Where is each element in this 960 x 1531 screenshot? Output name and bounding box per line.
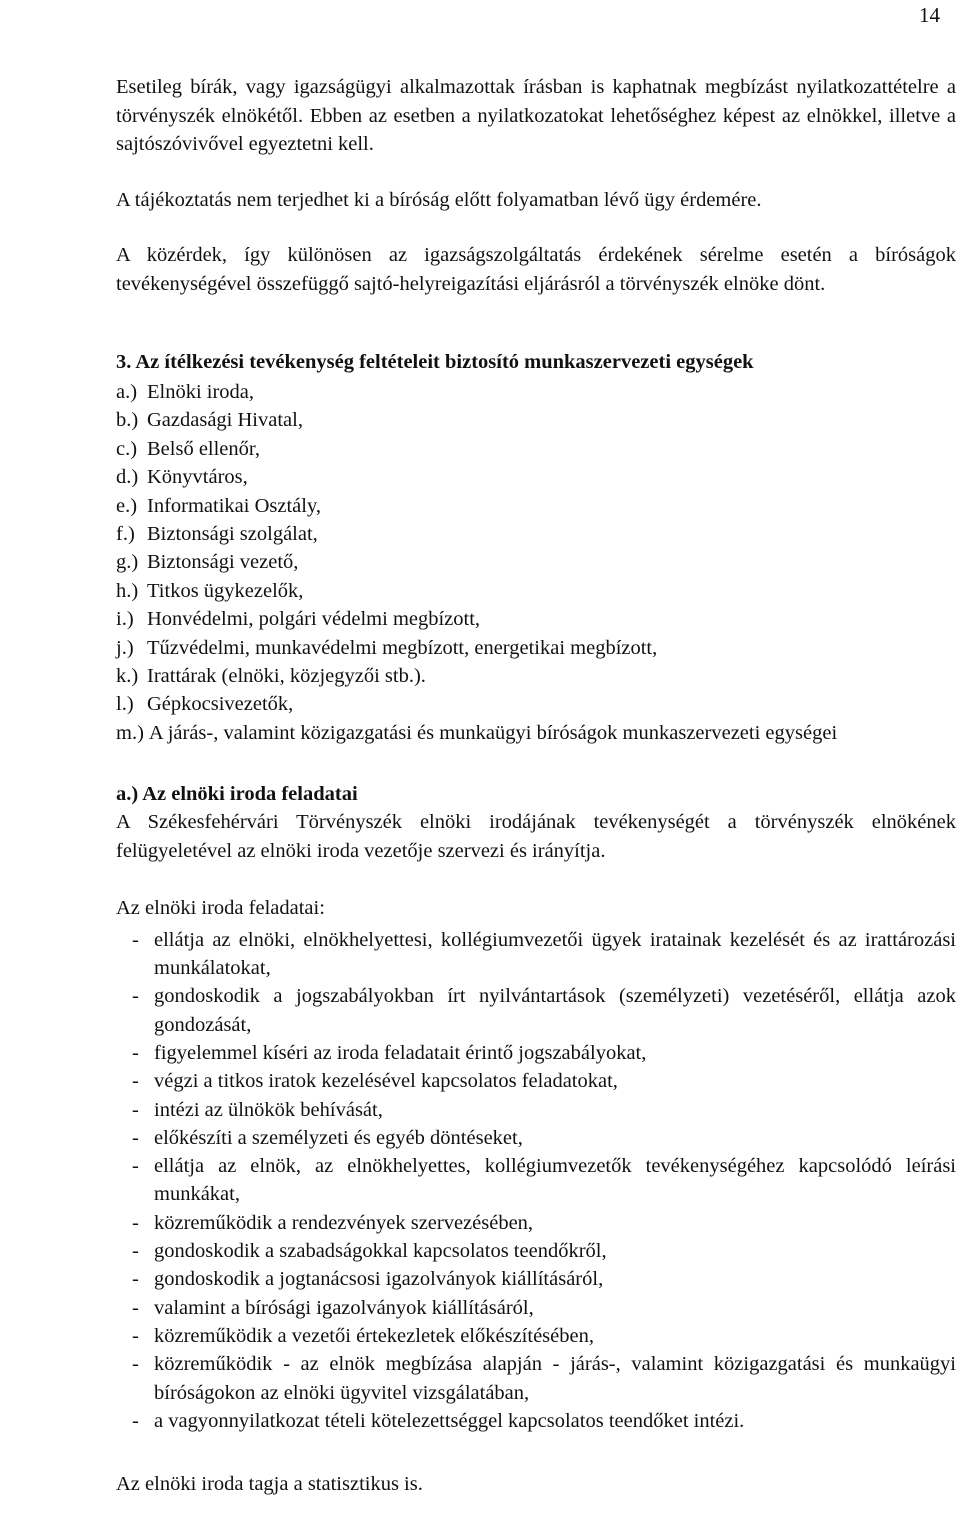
list-item: f.) Biztonsági szolgálat, bbox=[116, 523, 318, 546]
section-3-list bbox=[116, 378, 956, 747]
list-item: e.) Informatikai Osztály, bbox=[116, 494, 321, 517]
list-item: - a vagyonnyilatkozat tételi kötelezettséggel kapcsolatos teendőket intézi. bbox=[132, 1409, 745, 1432]
list-item: - intézi az ülnökök behívását, bbox=[132, 1098, 383, 1121]
list-item: l.) Gépkocsivezetők, bbox=[116, 693, 294, 716]
list-item: a.) Elnöki iroda, bbox=[116, 381, 255, 403]
section-3-heading: 3. Az ítélkezési tevékenység feltételeit biztosító munkaszervezeti egységek bbox=[116, 351, 754, 373]
list-item: i.) Honvédelmi, polgári védelmi megbízott, bbox=[116, 608, 481, 631]
list-item: b.) Gazdasági Hivatal, bbox=[116, 409, 303, 432]
document-body bbox=[116, 73, 956, 1499]
closing-sentence: Az elnöki iroda tagja a statisztikus is. bbox=[116, 1473, 423, 1496]
page-number: 14 bbox=[919, 3, 940, 27]
list-item: k.) Irattárak (elnöki, közjegyzői stb.). bbox=[116, 665, 426, 688]
list-item: g.) Biztonsági vezető, bbox=[116, 551, 299, 574]
list-item: - ellátja az elnök, az elnökhelyettes, kollégiumvezetők tevékenységéhez kapcsolódó leírási munkákat, bbox=[132, 1155, 956, 1206]
section-a-heading: a.) Az elnöki iroda feladatai bbox=[116, 783, 358, 806]
list-item: - figyelemmel kíséri az iroda feladatait érintő jogszabályokat, bbox=[132, 1041, 647, 1064]
list-item: - közreműködik a vezetői értekezletek előkészítésében, bbox=[132, 1324, 594, 1347]
list-item: - valamint a bírósági igazolványok kiállításáról, bbox=[132, 1296, 534, 1319]
list-item: - ellátja az elnöki, elnökhelyettesi, kollégiumvezetői ügyek iratainak kezelését és az irattározási munkálatokat, bbox=[132, 928, 956, 980]
tasks-title: Az elnöki iroda feladatai: bbox=[116, 897, 325, 920]
list-item: - gondoskodik a szabadságokkal kapcsolatos teendőkről, bbox=[132, 1240, 607, 1263]
paragraph-information-limit: A tájékoztatás nem terjedhet ki a bíróság előtt folyamatban lévő ügy érdemére. bbox=[116, 188, 762, 211]
list-item: - végzi a titkos iratok kezelésével kapcsolatos feladatokat, bbox=[132, 1070, 618, 1093]
list-item: m.) A járás-, valamint közigazgatási és munkaügyi bíróságok munkaszervezeti egységei bbox=[116, 721, 838, 744]
list-item: - közreműködik - az elnök megbízása alapján - járás-, valamint közigazgatási és munkaügyi bíróságokon az elnöki ügyvitel vizsgálatában, bbox=[132, 1353, 956, 1404]
list-item: c.) Belső ellenőr, bbox=[116, 437, 261, 460]
paragraph-statements: Esetileg bírák, vagy igazságügyi alkalmazottak írásban is kaphatnak megbízást nyilatkozattételre a törvényszék elnökétől. Ebben az esetben a nyilatkozatokat lehetőséghez képest az elnökkel, illetve a sajtószóvivővel egyeztetni kell. bbox=[116, 76, 956, 155]
list-item: - közreműködik a rendezvények szervezésében, bbox=[132, 1211, 534, 1234]
list-item: j.) Tűzvédelmi, munkavédelmi megbízott, energetikai megbízott, bbox=[116, 636, 658, 659]
tasks-list bbox=[116, 926, 956, 1435]
list-item: - gondoskodik a jogszabályokban írt nyilvántartások (személyzeti) vezetéséről, ellátja azok gondozását, bbox=[132, 985, 956, 1036]
list-item: d.) Könyvtáros, bbox=[116, 466, 248, 489]
list-item: - gondoskodik a jogtanácsosi igazolványok kiállításáról, bbox=[132, 1268, 604, 1291]
section-a-intro: A Székesfehérvári Törvényszék elnöki irodájának tevékenységét a törvényszék elnökének felügyeletével az elnöki iroda vezetője szervezi és irányítja. bbox=[116, 811, 956, 862]
list-item: - előkészíti a személyzeti és egyéb döntéseket, bbox=[132, 1126, 523, 1149]
paragraph-public-interest: A közérdek, így különösen az igazságszolgáltatás érdekének sérelme esetén a bíróságok tevékenységével összefüggő sajtó-helyreigazítási eljárásról a törvényszék elnöke dönt. bbox=[116, 244, 956, 295]
list-item: h.) Titkos ügykezelők, bbox=[116, 579, 304, 602]
